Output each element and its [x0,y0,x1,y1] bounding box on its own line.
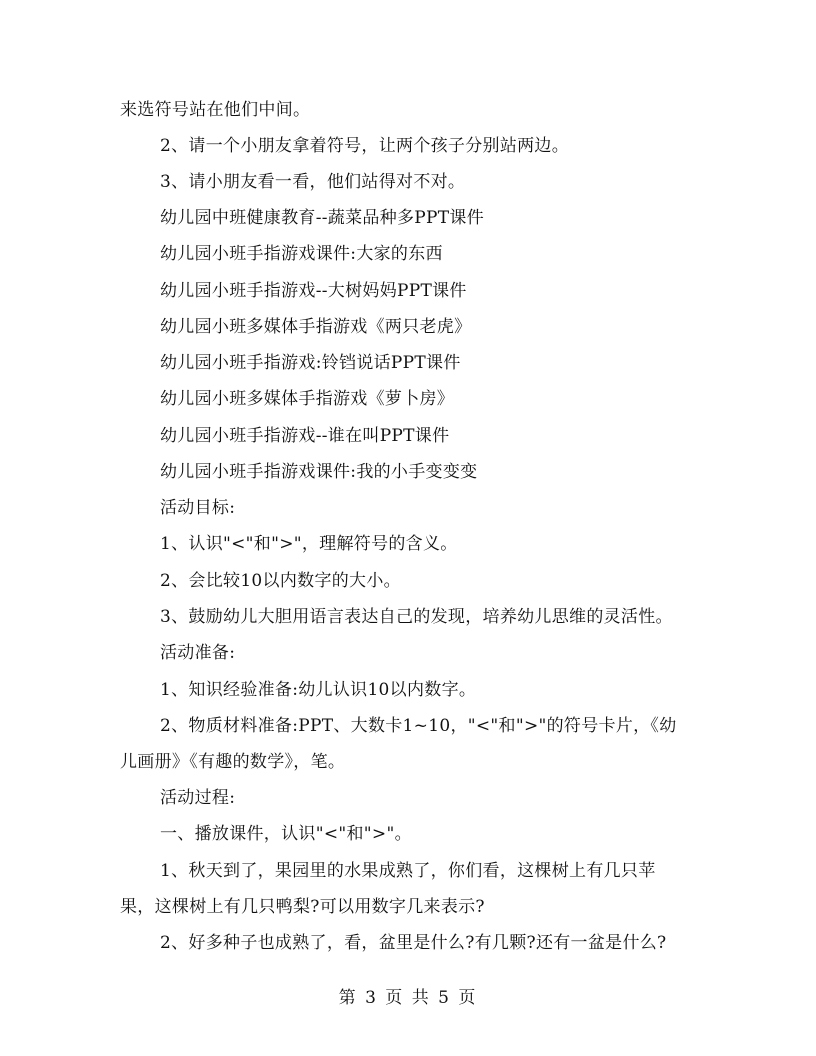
text-line: 2、请一个小朋友拿着符号，让两个孩子分别站两边。 [160,136,570,156]
text-line: 幼儿园中班健康教育--蔬菜品种多PPT课件 [160,208,485,228]
text-line: 幼儿园小班手指游戏:铃铛说话PPT课件 [160,353,461,373]
text-line: 3、鼓励幼儿大胆用语言表达自己的发现，培养幼儿思维的灵活性。 [160,607,673,627]
page-number-footer: 第 3 页 共 5 页 [338,988,478,1008]
text-line: 幼儿园小班手指游戏--大树妈妈PPT课件 [160,281,467,301]
text-line: 1、知识经验准备:幼儿认识10以内数字。 [160,680,477,700]
text-line: 幼儿园小班手指游戏--谁在叫PPT课件 [160,426,450,446]
section-heading: 活动目标: [160,498,236,518]
text-line: 2、好多种子也成熟了，看，盆里是什么?有几颗?还有一盆是什么? [160,933,667,953]
text-line: 来选符号站在他们中间。 [120,100,311,120]
text-line: 3、请小朋友看一看，他们站得对不对。 [160,172,466,192]
text-line: 幼儿园小班多媒体手指游戏《两只老虎》 [160,317,472,337]
section-heading: 活动准备: [160,643,236,663]
section-heading: 活动过程: [160,788,236,808]
text-line: 2、物质材料准备:PPT、大数卡1~10，"<"和">"的符号卡片，《幼 [160,716,677,736]
text-line: 幼儿园小班手指游戏课件:我的小手变变变 [160,462,478,482]
text-line: 儿画册》《有趣的数学》，笔。 [120,752,346,772]
text-line: 一、播放课件，认识"<"和">"。 [160,824,412,844]
text-line: 2、会比较10以内数字的大小。 [160,571,401,591]
text-line: 1、秋天到了，果园里的水果成熟了，你们看，这棵树上有几只苹 [160,861,656,881]
text-line: 幼儿园小班多媒体手指游戏《萝卜房》 [160,389,455,409]
text-line: 果，这棵树上有几只鸭梨?可以用数字几来表示? [120,897,485,917]
text-line: 1、认识"<"和">"，理解符号的含义。 [160,534,458,554]
text-line: 幼儿园小班手指游戏课件:大家的东西 [160,244,443,264]
